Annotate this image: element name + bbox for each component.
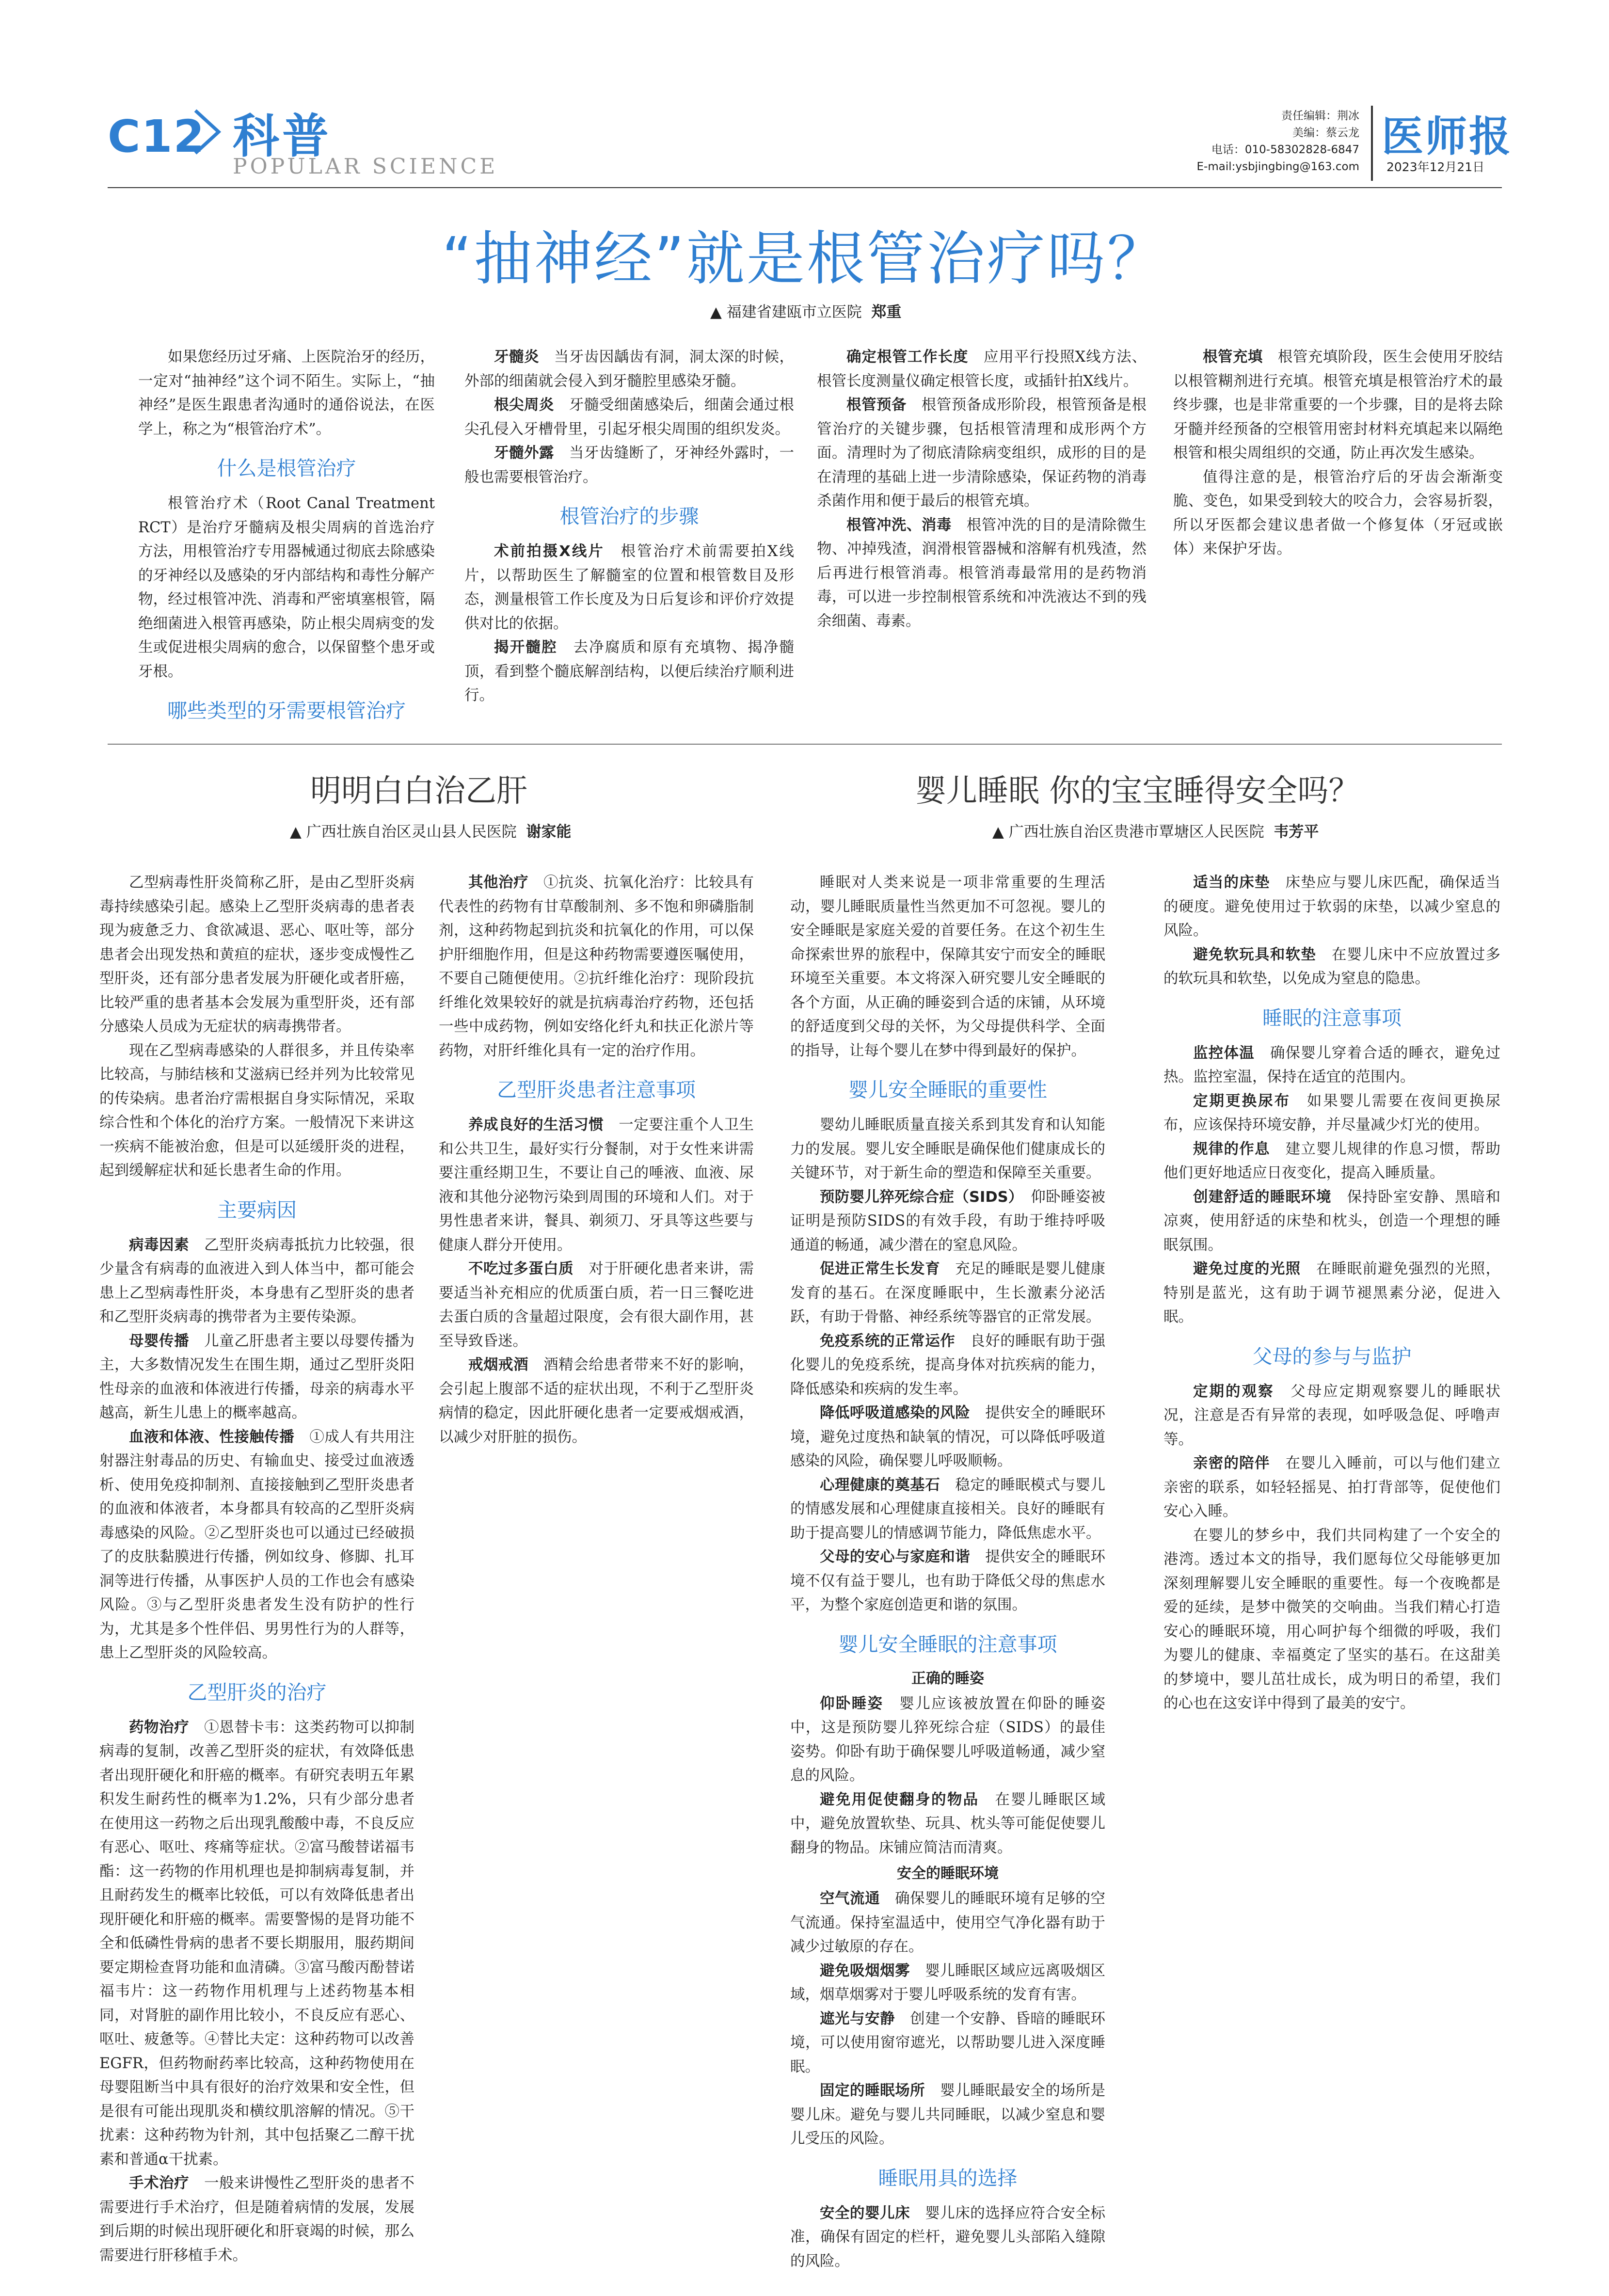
paragraph-text: 建立婴儿规律的作息习惯，帮助他们更好地适应日夜变化，提高入睡质量。	[1163, 1140, 1501, 1181]
paragraph-lead: 固定的睡眠场所	[820, 2082, 925, 2099]
paragraph-lead: 避免吸烟烟雾	[820, 1962, 910, 1979]
paragraph-text: 保持卧室安静、黑暗和凉爽，使用舒适的床垫和枕头，创造一个理想的睡眠氛围。	[1163, 1188, 1501, 1254]
credit-phone: 电话：010-58302828-6847	[1211, 144, 1359, 156]
paragraph	[439, 871, 754, 1063]
paragraph-lead: 根管充填	[1203, 349, 1263, 366]
paragraph	[464, 636, 794, 708]
paragraph-text: 酒精会给患者带来不好的影响，会引起上腹部不适的症状出现，不利于乙型肝炎病情的稳定，因此肝硬化患者一定要戒烟戒酒，以减少对肝脏的损伤。	[439, 1356, 754, 1446]
paragraph-lead: 定期的观察	[1193, 1383, 1274, 1400]
paragraph-text: 根管治疗术前需要拍X线片，以帮助医生了解髓室的位置和根管数目及形态，测量根管工作长度及为日后复诊和评价疗效提供对比的依据。	[464, 543, 795, 632]
paragraph	[790, 1959, 1105, 2007]
paragraph	[790, 1545, 1105, 1617]
header-separator	[1371, 106, 1373, 181]
paragraph-lead: 养成良好的生活习惯	[468, 1116, 604, 1133]
paragraph-lead: 根尖周炎	[494, 397, 554, 414]
paragraph	[790, 1473, 1105, 1546]
paragraph-lead: 揭开髓腔	[494, 639, 558, 656]
section-heading: 哪些类型的牙需要根管治疗	[167, 699, 406, 722]
paragraph-lead: 术前拍摄X线片	[494, 543, 605, 560]
paragraph-lead: 定期更换尿布	[1193, 1092, 1291, 1110]
paragraph-lead: 降低呼吸道感染的风险	[820, 1404, 971, 1421]
paragraph-text: 根管冲洗的目的是清除微生物、冲掉残渣，润滑根管器械和溶解有机残渣，然后再进行根管消毒。根管消毒最常用的是药物消毒，可以进一步控制根管系统和冲洗液达不到的残余细菌、毒素。	[817, 516, 1147, 630]
paragraph	[1163, 1041, 1500, 1089]
paragraph	[99, 2171, 414, 2267]
paragraph	[1163, 1380, 1500, 1452]
paragraph-text: 如果您经历过牙痛、上医院治牙的经历，一定对“抽神经”这个词不陌生。实际上，“抽神经”是医生跟患者沟通时的通俗说法，在医学上，称之为“根管治疗术”。	[138, 349, 435, 438]
triangle-icon: ▲	[290, 823, 306, 841]
paragraph	[99, 1425, 414, 1665]
article1-byline-org: 福建省建瓯市立医院	[726, 303, 862, 321]
paragraph-lead: 手术治疗	[129, 2175, 190, 2192]
section-heading: 乙型肝炎的治疗	[187, 1680, 327, 1704]
sub-heading: 正确的睡姿	[911, 1670, 984, 1687]
paragraph-text: 在婴儿床中不应放置过多的软玩具和软垫，以免成为窒息的隐患。	[1163, 946, 1501, 987]
chevron-right-icon	[191, 108, 224, 156]
paragraph-text: 根管治疗术（Root Canal Treatment RCT）是治疗牙髓病及根尖周病的首选治疗方法，用根管治疗专用器械通过彻底去除感染的牙神经以及感染的牙内部结构和毒性分解产物，经过根管冲洗、消毒和严密填塞根管，隔绝细菌进入根管再感染，防止根尖周病变的发生或促进根尖周病的愈合，以保留整个患牙或牙根。	[138, 495, 435, 680]
article3-title: 婴儿睡眠 你的宝宝睡得安全吗？	[915, 773, 1360, 809]
page-number: C12	[108, 111, 206, 162]
paragraph-text: 根管预备成形阶段，根管预备是根管治疗的关键步骤，包括根管清理和成形两个方面。清理时为了彻底清除病变组织，成形的目的是在清理的基础上进一步清除感染，保证药物的消毒杀菌作用和便于最后的根管充填。	[817, 397, 1147, 510]
paragraph	[790, 1113, 1105, 1185]
article1-column-4	[1173, 345, 1503, 561]
paragraph	[99, 1233, 414, 1329]
paragraph	[817, 393, 1147, 513]
paragraph	[790, 1887, 1105, 1959]
issue-date: 2023年12月21日	[1386, 160, 1485, 174]
paragraph	[817, 513, 1147, 634]
article2-column-1	[99, 871, 414, 2267]
section-heading: 父母的参与与监护	[1252, 1344, 1412, 1368]
sub-heading: 安全的睡眠环境	[897, 1865, 999, 1882]
article1-byline	[710, 300, 901, 321]
section-heading: 乙型肝炎患者注意事项	[497, 1078, 696, 1101]
paragraph-lead: 避免软玩具和软垫	[1193, 946, 1317, 963]
paragraph-lead: 牙髓炎	[494, 349, 539, 366]
triangle-icon: ▲	[992, 823, 1009, 841]
paragraph-text: 创建一个安静、昏暗的睡眠环境，可以使用窗帘遮光，以帮助婴儿进入深度睡眠。	[790, 2010, 1106, 2075]
paragraph-lead: 预防婴儿猝死综合症（SIDS）	[820, 1188, 1016, 1206]
paragraph-lead: 规律的作息	[1193, 1140, 1270, 1158]
paragraph-text: 婴幼儿睡眠质量直接关系到其发育和认知能力的发展。婴儿安全睡眠是确保他们健康成长的关键环节，对于新生命的塑造和保障至关重要。	[790, 1116, 1105, 1181]
paragraph	[464, 540, 794, 636]
article2-byline	[290, 819, 571, 841]
paragraph-text: 当牙齿缝断了，牙神经外露时，一般也需要根管治疗。	[464, 445, 795, 486]
paragraph-lead: 病毒因素	[129, 1236, 190, 1254]
paragraph-text: 乙型病毒性肝炎简称乙肝，是由乙型肝炎病毒持续感染引起。感染上乙型肝炎病毒的患者表现为疲惫乏力、食欲减退、恶心、呕吐等，部分患者会出现发热和黄疸的症状，逐步变成慢性乙型肝炎，还有部分患者发展为肝硬化或者肝癌，比较严重的患者基本会发展为重型肝炎，还有部分感染人员成为无症状的病毒携带者。	[99, 874, 414, 1035]
editor-credits	[1196, 108, 1359, 175]
paragraph	[99, 1039, 414, 1183]
paragraph-lead: 根管预备	[846, 397, 907, 414]
paragraph	[790, 2007, 1105, 2079]
credit-email: E-mail:ysbjingbing@163.com	[1196, 160, 1359, 173]
paragraph	[138, 492, 435, 684]
section-divider	[108, 744, 1502, 745]
credit-designer: 美编：蔡云龙	[1292, 127, 1359, 139]
paragraph	[790, 2079, 1105, 2151]
article3-column-2	[1163, 871, 1500, 1716]
credit-editor: 责任编辑：荆冰	[1281, 110, 1359, 122]
paragraph-lead: 母婴传播	[129, 1332, 190, 1350]
paragraph	[1163, 1524, 1500, 1716]
paragraph-lead: 遮光与安静	[820, 2010, 895, 2027]
article2-title: 明明白白治乙肝	[310, 773, 527, 809]
paragraph-text: 睡眠对人类来说是一项非常重要的生理活动，婴儿睡眠质量性当然更加不可忽视。婴儿的安全睡眠是家庭关爱的首要任务。在这个初生生命探索世界的旅程中，保障其安宁而安全的睡眠环境至关重要。本文将深入研究婴儿安全睡眠的各个方面，从正确的睡姿到合适的床铺，从环境的舒适度到父母的关怀，为父母提供科学、全面的指导，让每个婴儿在梦中得到最好的保护。	[790, 874, 1105, 1059]
section-title: 科普	[233, 109, 332, 163]
paragraph-lead: 亲密的陪伴	[1193, 1455, 1270, 1472]
paragraph-text: 床垫应与婴儿床匹配，确保适当的硬度。避免使用过于软弱的床垫，以减少窒息的风险。	[1163, 874, 1501, 939]
section-heading: 根管治疗的步骤	[559, 505, 699, 528]
paragraph	[1163, 1451, 1500, 1524]
paragraph	[439, 1257, 754, 1353]
article3-column-1	[790, 871, 1105, 2273]
paragraph-lead: 免疫系统的正常运作	[820, 1332, 956, 1350]
paragraph-text: 提供安全的睡眠环境，避免过度热和缺氧的情况，可以降低呼吸道感染的风险，确保婴儿呼吸顺畅。	[790, 1404, 1106, 1469]
paragraph-lead: 促进正常生长发育	[820, 1260, 940, 1277]
paragraph-text: 在睡眠前避免强烈的光照，特别是蓝光，这有助于调节褪黑素分泌，促进入眠。	[1163, 1260, 1501, 1325]
paragraph-text: 一般来讲慢性乙型肝炎的患者不需要进行手术治疗，但是随着病情的发展，发展到后期的时候出现肝硬化和肝衰竭的时候，那么需要进行肝移植手术。	[99, 2175, 415, 2264]
paragraph	[1163, 1257, 1500, 1329]
paragraph	[99, 1716, 414, 2172]
article1-title: “抽神经”就是根管治疗吗？	[442, 225, 1167, 293]
paragraph-text: 一定要注重个人卫生和公共卫生，最好实行分餐制，对于女性来讲需要注重经期卫生，不要让自己的唾液、血液、尿液和其他分泌物污染到周围的环境和人们。对于男性患者来讲，餐具、剃须刀、牙具等这些要与健康人群分开使用。	[439, 1116, 754, 1254]
paragraph	[464, 393, 794, 441]
paragraph	[790, 2201, 1105, 2274]
paragraph-text: 值得注意的是，根管治疗后的牙齿会渐渐变脆、变色，如果受到较大的咬合力，会容易折裂，所以牙医都会建议患者做一个修复体（牙冠或嵌体）来保护牙齿。	[1173, 468, 1503, 558]
paragraph-lead: 戒烟戒酒	[468, 1356, 529, 1373]
paragraph-lead: 安全的婴儿床	[820, 2204, 910, 2222]
paragraph-lead: 牙髓外露	[494, 445, 554, 462]
header-rule	[108, 187, 1502, 188]
paragraph-text: 牙髓受细菌感染后，细菌会通过根尖孔侵入牙槽骨里，引起牙根尖周围的组织发炎。	[464, 397, 795, 438]
paragraph-text: 对于肝硬化患者来讲，需要适当补充相应的优质蛋白质，若一日三餐吃进去蛋白质的含量超过限度，会有很大副作用，甚至导致昏迷。	[439, 1260, 754, 1350]
paragraph-text: 父母应定期观察婴儿的睡眠状况，注意是否有异常的表现，如呼吸急促、呼噜声等。	[1163, 1383, 1501, 1448]
paragraph-text: 确保婴儿穿着合适的睡衣，避免过热。监控室温，保持在适宜的范围内。	[1163, 1044, 1501, 1085]
paragraph-lead: 监控体温	[1193, 1044, 1255, 1062]
paragraph	[1163, 1137, 1500, 1185]
paragraph	[138, 345, 435, 441]
paragraph-text: 如果婴儿需要在夜间更换尿布，应该保持环境安静，并尽量减少灯光的使用。	[1163, 1092, 1501, 1133]
paragraph	[1163, 871, 1500, 943]
paragraph	[790, 1257, 1105, 1329]
paragraph	[817, 345, 1147, 393]
paragraph-text: 婴儿睡眠区域应远离吸烟区域，烟草烟雾对于婴儿呼吸系统的发育有害。	[790, 1962, 1106, 2003]
paragraph-lead: 创建舒适的睡眠环境	[1193, 1188, 1332, 1206]
paragraph-lead: 确定根管工作长度	[846, 349, 969, 366]
paragraph-lead: 心理健康的奠基石	[820, 1476, 940, 1494]
paragraph-text: 仰卧睡姿被证明是预防SIDS的有效手段，有助于维持呼吸通道的畅通，减少潜在的窒息风险。	[790, 1188, 1106, 1254]
paragraph	[1163, 1185, 1500, 1258]
paragraph	[790, 1401, 1105, 1473]
article2-byline-author: 谢家能	[526, 823, 572, 841]
paragraph	[790, 1329, 1105, 1402]
section-heading: 主要病因	[217, 1198, 297, 1222]
paragraph-text: ①恩替卡韦：这类药物可以抑制病毒的复制，改善乙型肝炎的症状，有效降低患者出现肝硬化和肝癌的概率。有研究表明五年累积发生耐药性的概率为1.2%，只有少部分患者在使用这一药物之后出现乳酸酸中毒，不良反应有恶心、呕吐、疼痛等症状。②富马酸替诺福韦酯：这一药物的作用机理也是抑制病毒复制，并且耐药发生的概率比较低，可以有效降低患者出现肝硬化和肝癌的概率。需要警惕的是肾功能不全和低磷性骨病的患者不要长期服用，服药期间要定期检查肾功能和血清磷。③富马酸丙酚替诺福韦片：这一药物作用机理与上述药物基本相同，对肾脏的副作用比较小，不良反应有恶心、呕吐、疲惫等。④替比夫定：这种药物可以改善EGFR，但药物耐药率比较高，这种药物使用在母婴阻断当中具有很好的治疗效果和安全性，但是很有可能出现肌炎和横纹肌溶解的情况。⑤干扰素：这种药物为针剂，其中包括聚乙二醇干扰素和普通α干扰素。	[99, 1719, 415, 2168]
article2-column-2	[439, 871, 754, 1449]
article1-byline-author: 郑重	[871, 303, 902, 321]
paragraph-text: 充足的睡眠是婴儿健康发育的基石。在深度睡眠中，生长激素分泌活跃，有助于骨骼、神经系统等器官的正常发展。	[790, 1260, 1106, 1325]
paragraph	[439, 1353, 754, 1449]
paragraph-lead: 避免过度的光照	[1193, 1260, 1301, 1277]
section-title-en: POPULAR SCIENCE	[233, 154, 498, 179]
paragraph	[790, 1692, 1105, 1788]
paragraph	[1163, 1089, 1500, 1137]
article1-column-1	[138, 345, 435, 734]
paragraph-lead: 根管冲洗、消毒	[846, 516, 952, 534]
paragraph-text: 婴儿睡眠最安全的场所是婴儿床。避免与婴儿共同睡眠，以减少窒息和婴儿受压的风险。	[790, 2082, 1106, 2147]
paragraph	[464, 441, 794, 489]
paragraph-text: 确保婴儿的睡眠环境有足够的空气流通。保持室温适中，使用空气净化器有助于减少过敏原的存在。	[790, 1890, 1106, 1955]
paragraph	[464, 345, 794, 393]
paragraph	[1173, 465, 1503, 561]
paragraph	[790, 1185, 1105, 1258]
paragraph-text: 儿童乙肝患者主要以母婴传播为主，大多数情况发生在围生期，通过乙型肝炎阳性母亲的血液和体液进行传播，母亲的病毒水平越高，新生儿患上的概率越高。	[99, 1332, 415, 1421]
paragraph-text: 当牙齿因龋齿有洞，洞太深的时候，外部的细菌就会侵入到牙髓腔里感染牙髓。	[464, 349, 795, 390]
section-heading: 睡眠的注意事项	[1262, 1006, 1402, 1030]
paragraph	[1173, 345, 1503, 465]
article1-column-3	[817, 345, 1147, 633]
paper-logo: 医师报	[1382, 112, 1513, 161]
paragraph-text: 在婴儿的梦乡中，我们共同构建了一个安全的港湾。透过本文的指导，我们愿每位父母能够更加深刻理解婴儿安全睡眠的重要性。每一个夜晚都是爱的延续，是梦中微笑的交响曲。当我们精心打造安心的睡眠环境，用心呵护每个细微的呼吸，我们为婴儿的健康、幸福奠定了坚实的基石。在这甜美的梦境中，婴儿茁壮成长，成为明日的希望，我们的心也在这安详中得到了最美的安宁。	[1163, 1527, 1500, 1712]
article3-byline	[992, 819, 1319, 841]
paragraph-text: 乙型肝炎病毒抵抗力比较强，很少量含有病毒的血液进入到人体当中，都可能会患上乙型病毒性肝炎，本身患有乙型肝炎的患者和乙型肝炎病毒的携带者为主要传染源。	[99, 1236, 415, 1325]
paragraph-text: 现在乙型病毒感染的人群很多，并且传染率比较高，与肺结核和艾滋病已经并列为比较常见的传染病。患者治疗需根据自身实际情况，采取综合性和个体化的治疗方案。一般情况下来讲这一疾病不能被治愈，但是可以延缓肝炎的进程，起到缓解症状和延长患者生命的作用。	[99, 1042, 414, 1179]
paragraph-text: 根管充填阶段，医生会使用牙胶结以根管糊剂进行充填。根管充填是根管治疗术的最终步骤，也是非常重要的一个步骤，目的是将去除牙髓并经预备的空根管用密封材料充填起来以隔绝根管和根尖周组织的交通，防止再次发生感染。	[1173, 349, 1503, 462]
paragraph-lead: 避免用促使翻身的物品	[820, 1791, 979, 1808]
paragraph-text: ①成人有共用注射器注射毒品的历史、有输血史、接受过血液透析、使用免疫抑制剂、直接接触到乙型肝炎患者的血液和体液者，本身都具有较高的乙型肝炎病毒感染的风险。②乙型肝炎也可以通过已经破损了的皮肤黏膜进行传播，例如纹身、修脚、扎耳洞等进行传播，从事医护人员的工作也会有感染风险。③与乙型肝炎患者发生没有防护的性行为，尤其是多个性伴侣、男男性行为的人群等，患上乙型肝炎的风险较高。	[99, 1428, 415, 1661]
paragraph-text: 在婴儿入睡前，可以与他们建立亲密的联系，如轻轻摇晃、拍打背部等，促使他们安心入睡。	[1163, 1455, 1501, 1520]
paragraph-text: 提供安全的睡眠环境不仅有益于婴儿，也有助于降低父母的焦虑水平，为整个家庭创造更和谐的氛围。	[790, 1548, 1106, 1613]
paragraph-lead: 父母的安心与家庭和谐	[820, 1548, 971, 1565]
paragraph	[1163, 943, 1500, 991]
paragraph-text: 婴儿床的选择应符合安全标准，确保有固定的栏杆，避免婴儿头部陷入缝隙的风险。	[790, 2204, 1106, 2270]
article3-byline-author: 韦芳平	[1274, 823, 1319, 841]
paragraph-lead: 其他治疗	[468, 874, 529, 891]
paragraph	[439, 1113, 754, 1257]
section-heading: 睡眠用具的选择	[878, 2166, 1018, 2190]
paragraph-text: 婴儿应该被放置在仰卧的睡姿中，这是预防婴儿猝死综合症（SIDS）的最佳姿势。仰卧有助于确保婴儿呼吸道畅通，减少窒息的风险。	[790, 1695, 1106, 1784]
paragraph	[790, 871, 1105, 1063]
article2-byline-org: 广西壮族自治区灵山县人民医院	[306, 823, 517, 841]
paragraph-lead: 血液和体液、性接触传播	[129, 1428, 295, 1446]
section-heading: 什么是根管治疗	[217, 457, 356, 480]
paragraph-text: 稳定的睡眠模式与婴儿的情感发展和心理健康直接相关。良好的睡眠有助于提高婴儿的情感调节能力，降低焦虑水平。	[790, 1476, 1106, 1542]
paragraph-lead: 空气流通	[820, 1890, 880, 1907]
paragraph-lead: 药物治疗	[129, 1719, 190, 1736]
paragraph	[99, 1329, 414, 1425]
paragraph-lead: 适当的床垫	[1193, 874, 1270, 891]
paragraph-lead: 不吃过多蛋白质	[468, 1260, 574, 1277]
section-heading: 婴儿安全睡眠的注意事项	[838, 1632, 1057, 1656]
section-heading: 婴儿安全睡眠的重要性	[848, 1078, 1047, 1101]
paragraph	[99, 871, 414, 1039]
article3-byline-org: 广西壮族自治区贵港市覃塘区人民医院	[1008, 823, 1264, 841]
paragraph-text: 应用平行投照X线方法、根管长度测量仪确定根管长度，或插针拍X线片。	[817, 349, 1147, 390]
paragraph	[790, 1788, 1105, 1860]
paragraph-text: ①抗炎、抗氧化治疗：比较具有代表性的药物有甘草酸制剂、多不饱和卵磷脂制剂，这种药物起到抗炎和抗氧化的作用，可以保护肝细胞作用，但是这种药物需要遵医嘱使用，不要自己随便使用。②抗纤维化治疗：现阶段抗纤维化效果较好的就是抗病毒治疗药物，还包括一些中成药物，例如安络化纤丸和扶正化淤片等药物，对肝纤维化具有一定的治疗作用。	[439, 874, 754, 1059]
paragraph-text: 去净腐质和原有充填物、揭净髓顶，看到整个髓底解剖结构，以便后续治疗顺利进行。	[464, 639, 795, 704]
article1-column-2	[464, 345, 794, 708]
paragraph-text: 在婴儿睡眠区域中，避免放置软垫、玩具、枕头等可能促使婴儿翻身的物品。床铺应简洁而清爽。	[790, 1791, 1106, 1856]
paragraph-lead: 仰卧睡姿	[820, 1695, 884, 1712]
paragraph-text: 良好的睡眠有助于强化婴儿的免疫系统，提高身体对抗疾病的能力，降低感染和疾病的发生率。	[790, 1332, 1106, 1398]
triangle-icon: ▲	[710, 303, 727, 321]
